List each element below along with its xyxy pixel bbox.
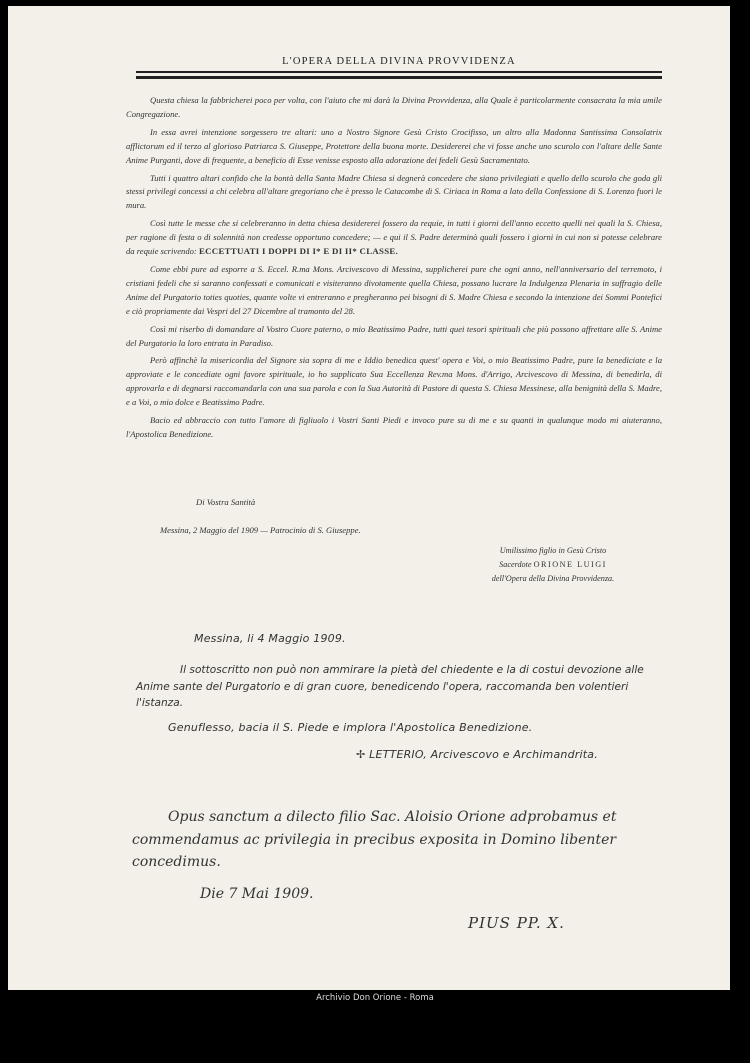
signature-line-2 bbox=[448, 558, 658, 572]
cross-icon: ✢ bbox=[356, 748, 366, 761]
endorsement-date: Messina, li 4 Maggio 1909. bbox=[194, 632, 346, 645]
papal-date: Die 7 Mai 1909. bbox=[200, 886, 314, 902]
letter-paragraph: Così mi riserbo di domandare al Vostro Cuore paterno, o mio Beatissimo Padre, tutti quei tesori spirituali che più possono affrettare alle S. Anime del Purgatorio la loro entrata in Paradiso. bbox=[126, 323, 662, 348]
excepted-classes-phrase: ECCETTUATI I DOPPI DI I* E DI II* CLASSE. bbox=[198, 246, 399, 257]
letter-paragraph-text: Così tutte le messe che si celebreranno in detta chiesa desidererei fossero da requie, in tutti i giorni dell'anno eccetto quelli nei quali la S. Chiesa, per ragione di festa o di solennità non credesse opportuno concedere; — e qui il S. Padre determinò quali fossero i giorni in cui non si potesse celebrare da requie scrivendo: bbox=[126, 218, 662, 257]
letter-body bbox=[126, 94, 662, 446]
signature-line-3: dell'Opera della Divina Provvidenza. bbox=[491, 574, 615, 583]
letter-paragraph: Tutti i quattro altari confido che la bontà della Santa Madre Chiesa si degnerà concedere che siano privilegiati e quello dello scurolo che goda gli stessi privilegi concessi a chi celebra all'altare gregoriano che è presso le Catacombe di S. Ciriaca in Roma a lato della Confessione di S. Lorenzo fuori le mura. bbox=[126, 172, 662, 211]
letter-paragraph: Questa chiesa la fabbricherei poco per volta, con l'aiuto che mi darà la Divina Provvidenza, alla Quale è particolarmente consacrata la mia umile Congregazione. bbox=[126, 95, 662, 119]
papal-signature: PIUS PP. X. bbox=[468, 914, 565, 932]
letter-paragraph bbox=[126, 217, 662, 259]
page-header-title: L'OPERA DELLA DIVINA PROVVIDENZA bbox=[282, 56, 516, 67]
document-page bbox=[8, 6, 730, 990]
archive-footer: Archivio Don Orione - Roma bbox=[316, 993, 434, 1003]
header-rule-thin bbox=[136, 71, 662, 73]
signature-name: ORIONE LUIGI bbox=[533, 560, 607, 569]
letter-paragraph: Però affinchè la misericordia del Signore sia sopra di me e Iddio benedica quest' opera e Voi, o mio Beatissimo Padre, pure la benediciate e la approviate e le concediate ogni favore spirituale, io ho supplicato Sua Eccellenza Rev.ma Mons. d'Arrigo, Arcivescovo di Messina, di benedirla, di approvarla e di degnarsi raccomandarla con una sua parola e con la Sua Autorità di Pastore di questa S. Chiesa Messinese, alla benignità della S. Madre, e a Voi, o mio dolce e Beatissimo Padre. bbox=[126, 355, 662, 408]
papal-approval-text: Opus sanctum a dilecto filio Sac. Aloisio Orione adprobamus et commendamus ac privilegia in precibus exposita in Domino libenter concedimus. bbox=[132, 809, 617, 870]
signature-line-1: Umilissimo figlio in Gesù Cristo bbox=[499, 546, 607, 555]
archbishop-signature-text: LETTERIO, Arcivescovo e Archimandrita. bbox=[369, 748, 598, 761]
letter-paragraph: Bacio ed abbraccio con tutto l'amore di figliuolo i Vostri Santi Piedi e invoco pure su di me e su quanti in qualunque modo mi aiuteranno, l'Apostolica Benedizione. bbox=[126, 415, 662, 439]
letter-place-date: Messina, 2 Maggio del 1909 — Patrocinio di S. Giuseppe. bbox=[160, 525, 361, 535]
endorsement-blessing: Genuflesso, bacia il S. Piede e implora l'Apostolica Benedizione. bbox=[168, 721, 533, 734]
letter-paragraph: Come ebbi pure ad esporre a S. Eccel. R.ma Mons. Arcivescovo di Messina, supplicherei pure che ogni anno, nell'anniversario del terremoto, i cristiani fedeli che si saranno confessati e comunicati e visiteranno divotamente quella Chiesa, possano lucrare la Indulgenza Plenaria in suffragio delle Anime del Purgatorio toties quoties, quante volte vi entreranno e pregheranno pei bisogni di S. Madre Chiesa e secondo la intenzione dei Sommi Pontefici e ciò propriamente dai Vespri del 27 Dicembre al tramonto del 28. bbox=[126, 263, 662, 316]
signature-title: Sacerdote bbox=[499, 560, 532, 569]
letter-closing: Di Vostra Santità bbox=[196, 497, 256, 507]
archbishop-signature bbox=[356, 748, 598, 761]
letter-paragraph: In essa avrei intenzione sorgessero tre altari: uno a Nostro Signore Gesù Cristo Crocifisso, un altro alla Madonna Santissima Consolatrix afflictorum ed il terzo al glorioso Patriarca S. Giuseppe, Protettore della buona morte. Desidererei che vi fosse anche uno scurolo con l'altare delle Sante Anime Purganti, dove di frequente, a beneficio di Esse venisse esposto alla adorazione dei fedeli Gesù Sacramentato. bbox=[126, 126, 662, 165]
endorsement-text: Il sottoscritto non può non ammirare la pietà del chiedente e la di costui devozione alle Anime sante del Purgatorio e di gran cuore, benedicendo l'opera, raccomanda ben volentieri l'istanza. bbox=[136, 664, 644, 709]
orione-signature-block bbox=[448, 544, 658, 586]
header-rule-thick bbox=[136, 76, 662, 79]
